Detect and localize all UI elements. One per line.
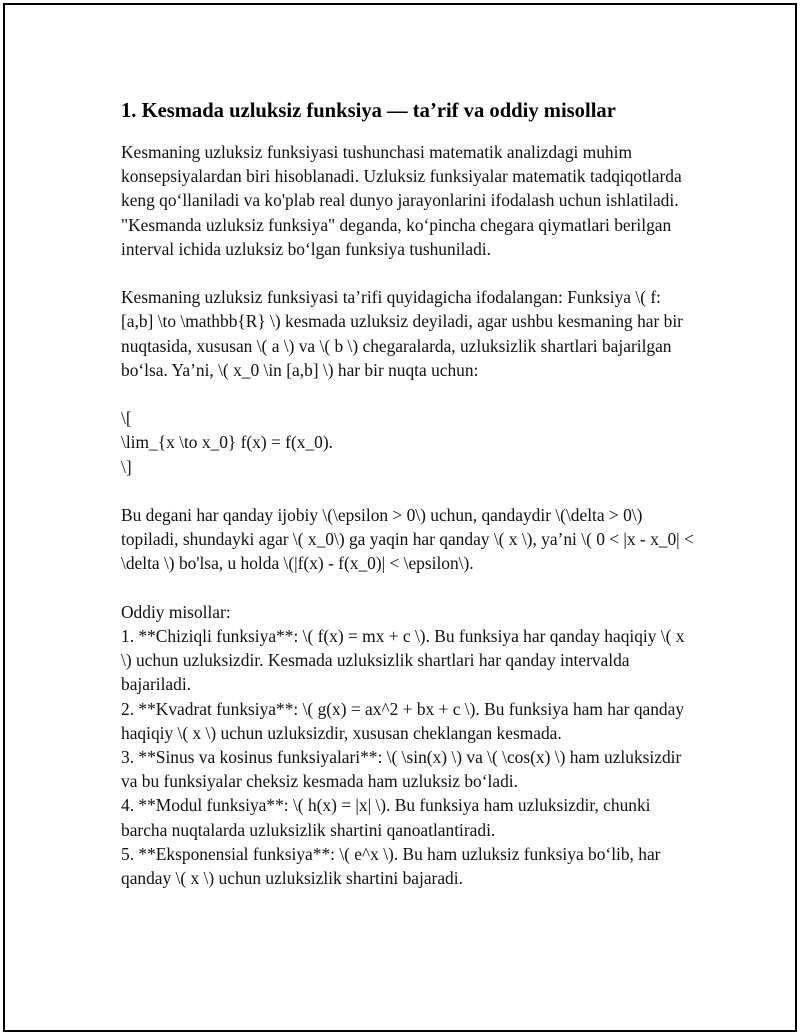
document-body [121,95,696,890]
definition-paragraph: Kesmaning uzluksiz funksiyasi ta’rifi quyidagicha ifodalangan: Funksiya \( f: [a,b] \to \mathbb{R} \) kesmada uzluksiz deyiladi, agar ushbu kesmaning har bir nuqtasida, xususan \( a \) va \( b \) chegaralarda, uzluksizlik shartlari bajarilgan bo‘lsa. Ya’ni, \( x_0 \in [a,b] \) har bir nuqta uchun: [121,287,683,380]
page-title: 1. Kesmada uzluksiz funksiya — ta’rif va oddiy misollar [121,100,616,122]
paragraph-spacer [121,479,696,503]
limit-formula: \[ \lim_{x \to x_0} f(x) = f(x_0). \] [121,408,333,477]
examples-list: Oddiy misollar: 1. **Chiziqli funksiya**: \( f(x) = mx + c \). Bu funksiya har qanday haqiqiy \( x \) uchun uzluksizdir. Kesmada uzluksizlik shartlari har qanday intervalda bajariladi. 2. **Kvadrat funksiya**: \( g(x) = ax^2 + bx + c \). Bu funksiya ham har qanday haqiqiy \( x \) uchun uzluksizdir, xususan cheklangan kesmada. 3. **Sinus va kosinus funksiyalari**: \( \sin(x) \) va \( \cos(x) \) ham uzluksizdir va bu funksiyalar cheksiz kesmada ham uzluksiz bo‘ladi. 4. **Modul funksiya**: \( h(x) = |x| \). Bu funksiya ham uzluksizdir, chunki barcha nuqtalarda uzluksizlik shartini qanoatlantiradi. 5. **Eksponensial funksiya**: \( e^x \). Bu ham uzluksiz funksiya bo‘lib, har qanday \( x \) uchun uzluksizlik shartini bajaradi. [121,601,685,889]
paragraph-spacer [121,261,696,285]
paragraph-spacer [121,382,696,406]
epsilon-delta-paragraph: Bu degani har qanday ijobiy \(\epsilon > 0\) uchun, qandaydir \(\delta > 0\) topiladi, shundayki agar \( x_0\) ga yaqin har qanday \( x \), ya’ni \( 0 < |x - x_0| < \delta \) bo'lsa, u holda \(|f(x) - f(x_0)| < \epsilon\). [121,505,694,574]
paragraph-spacer [121,576,696,600]
intro-paragraph: Kesmaning uzluksiz funksiyasi tushunchasi matematik analizdagi muhim konsepsiyalardan biri hisoblanadi. Uzluksiz funksiyalar matematik tadqiqotlarda keng qo‘llaniladi va ko'plab real dunyo jarayonlarini ifodalash uchun ishlatiladi. "Kesmanda uzluksiz funksiya" deganda, ko‘pincha chegara qiymatlari berilgan interval ichida uzluksiz bo‘lgan funksiya tushuniladi. [121,142,682,259]
page-frame [3,3,797,1032]
